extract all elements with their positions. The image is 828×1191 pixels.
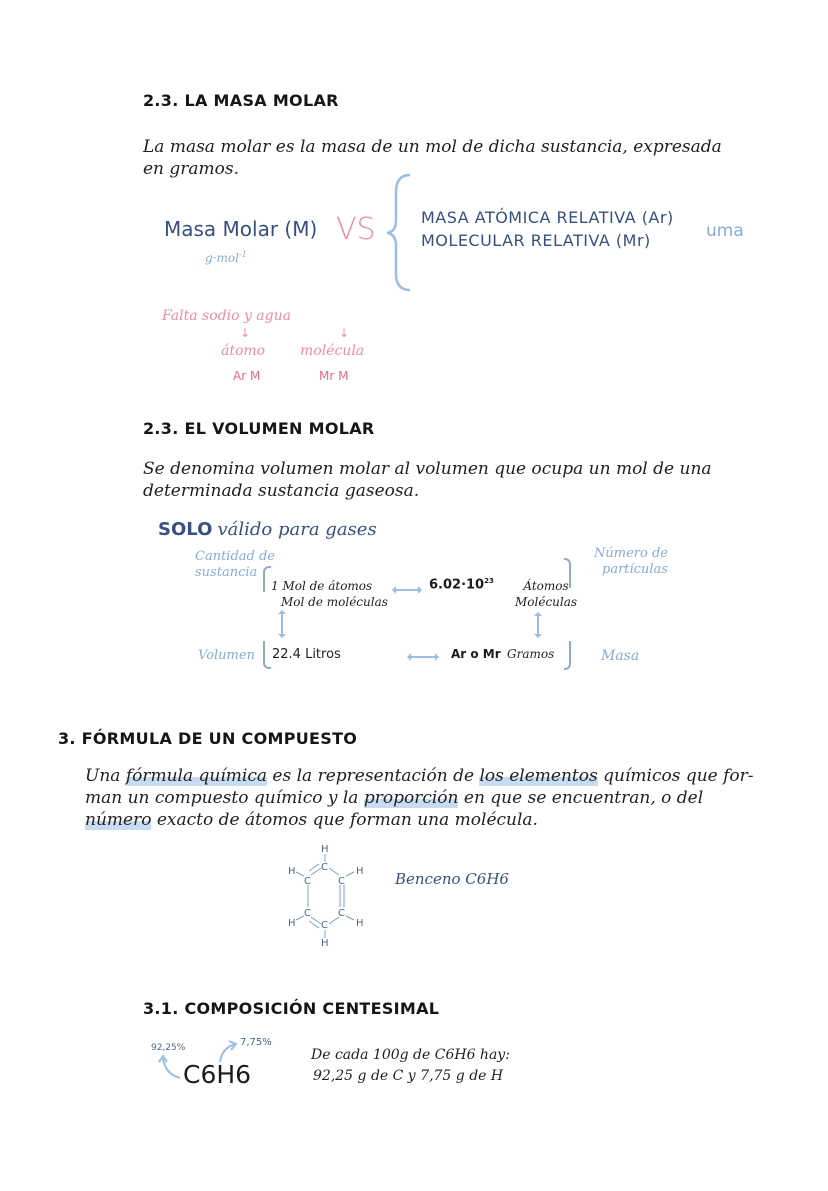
paragraph-line: determinada sustancia gaseosa. xyxy=(143,481,420,501)
mol-line: 1 Mol de átomos xyxy=(271,579,373,593)
pct-c-label: 92,25% xyxy=(151,1043,186,1053)
unit-exponent: -1 xyxy=(238,250,247,259)
heading-volumen-molar: 2.3. EL VOLUMEN MOLAR xyxy=(143,419,375,438)
formula-label: C6H6 xyxy=(183,1060,252,1089)
avogadro-number xyxy=(429,577,494,592)
text: químicos que for- xyxy=(597,766,754,786)
text: Una xyxy=(85,766,126,786)
bracket xyxy=(564,641,571,670)
particles-line: Moléculas xyxy=(515,595,578,609)
unit-text: g·mol xyxy=(205,251,239,265)
arrow-down-icon: ↓ xyxy=(339,326,350,340)
relative-line: MOLECULAR RELATIVA (Mr) xyxy=(421,231,651,250)
highlight: número xyxy=(85,810,152,830)
composition-line: De cada 100g de C6H6 hay: xyxy=(311,1047,510,1063)
atom-c: C xyxy=(338,876,345,887)
double-arrow-icon xyxy=(394,589,420,591)
vertical-arrow-icon xyxy=(281,612,283,636)
composition-line: 92,25 g de C y 7,75 g de H xyxy=(313,1068,504,1084)
atom-h: H xyxy=(356,918,364,929)
atom-h: H xyxy=(288,866,296,877)
atomo-label: átomo xyxy=(221,343,266,359)
vertical-arrow-icon xyxy=(537,614,539,636)
avogadro-exponent: 23 xyxy=(484,577,494,585)
paragraph-line xyxy=(85,765,754,787)
curly-brace-icon xyxy=(384,172,414,294)
text: man un compuesto químico y la xyxy=(85,788,364,808)
benzene-label: Benceno C6H6 xyxy=(395,870,509,888)
gramos-label: Gramos xyxy=(507,647,555,661)
particles-line: Átomos xyxy=(523,579,569,593)
atom-h: H xyxy=(288,918,296,929)
cantidad-line: Cantidad de xyxy=(195,549,275,564)
solo-label: SOLO xyxy=(158,519,213,540)
bracket xyxy=(263,641,271,669)
solo-note xyxy=(158,519,377,540)
highlight: proporción xyxy=(363,788,459,808)
arrow-down-icon: ↓ xyxy=(240,326,251,340)
atom-c: C xyxy=(321,920,328,931)
litros-label: 22.4 Litros xyxy=(272,647,341,662)
mol-line: Mol de moléculas xyxy=(281,595,388,609)
solo-rest: válido para gases xyxy=(217,519,377,540)
atomo-units: Ar M xyxy=(233,369,261,383)
heading-masa-molar: 2.3. LA MASA MOLAR xyxy=(143,91,339,110)
paragraph-line: La masa molar es la masa de un mol de dicha sustancia, expresada xyxy=(143,137,722,157)
highlight: fórmula química xyxy=(125,766,268,786)
benzene-structure xyxy=(278,840,378,950)
masa-molar-label: Masa Molar (M) xyxy=(164,217,318,241)
atom-c: C xyxy=(304,876,311,887)
numero-line: Número de xyxy=(594,546,668,561)
atom-h: H xyxy=(321,938,329,949)
vs-label: VS xyxy=(336,212,376,247)
paragraph-line: en gramos. xyxy=(143,159,240,179)
atom-h: H xyxy=(356,866,364,877)
atom-h: H xyxy=(321,844,329,855)
text: exacto de átomos que forman una molécula. xyxy=(151,810,538,830)
paragraph-line: Se denomina volumen molar al volumen que ocupa un mol de una xyxy=(143,459,712,479)
relative-line: MASA ATÓMICA RELATIVA (Ar) xyxy=(421,208,674,227)
text: en que se encuentran, o del xyxy=(458,788,704,808)
text: es la representación de xyxy=(267,766,480,786)
cantidad-line: sustancia xyxy=(195,565,258,580)
unit-label xyxy=(205,250,247,265)
volumen-label: Volumen xyxy=(198,648,255,663)
molecula-units: Mr M xyxy=(319,369,349,383)
heading-composicion: 3.1. COMPOSICIÓN CENTESIMAL xyxy=(143,999,440,1018)
ar-mr-label: Ar o Mr xyxy=(451,647,501,661)
bracket xyxy=(263,566,271,592)
heading-formula: 3. FÓRMULA DE UN COMPUESTO xyxy=(58,729,358,748)
masa-label: Masa xyxy=(601,648,640,664)
paragraph-line xyxy=(85,787,703,809)
atom-c: C xyxy=(304,908,311,919)
molecula-label: molécula xyxy=(300,343,365,359)
bracket xyxy=(564,558,571,588)
mol-lines xyxy=(271,578,388,610)
atom-c: C xyxy=(321,862,328,873)
numero-label xyxy=(594,546,668,578)
numero-line: partículas xyxy=(602,562,668,577)
paragraph-line xyxy=(85,809,538,831)
highlight: los elementos xyxy=(479,766,598,786)
double-arrow-icon xyxy=(409,656,437,658)
pct-h-label: 7,75% xyxy=(240,1037,272,1048)
atom-c: C xyxy=(338,908,345,919)
avogadro-base: 6.02·10 xyxy=(429,577,485,593)
uma-label: uma xyxy=(706,221,744,241)
note-line: Falta sodio y agua xyxy=(162,308,291,324)
